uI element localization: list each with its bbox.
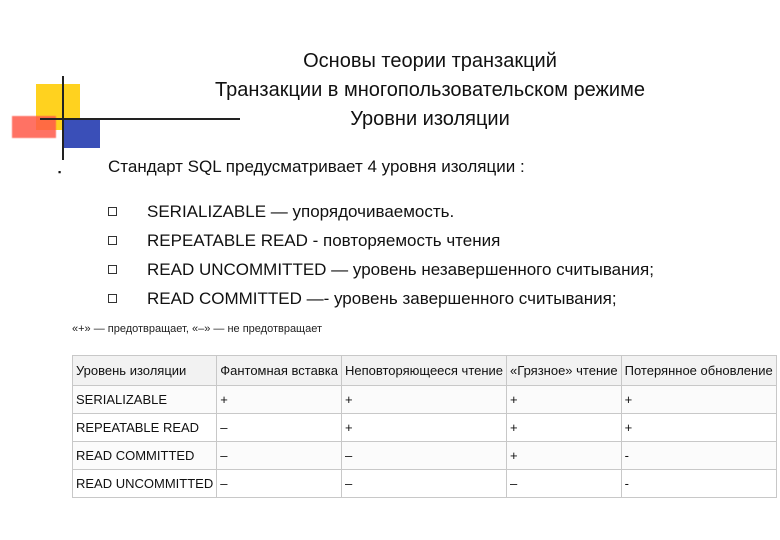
legend-note: «+» — предотвращает, «–» — не предотвращает [72,323,323,335]
table-cell: – [507,470,622,498]
table-cell: + [507,386,622,414]
column-header: Неповторяющееся чтение [341,356,506,386]
table-cell: – [341,470,506,498]
table-cell: – [341,442,506,470]
list-item-text: READ COMMITTED —- уровень завершенного считывания; [147,288,617,308]
isolation-table [72,355,777,498]
list-item [106,284,654,313]
list-item-text: REPEATABLE READ - повторяемость чтения [147,230,501,250]
list-item [106,197,654,226]
list-item [106,255,654,284]
title-line-2: Транзакции в многопользовательском режиме [215,79,645,101]
table-cell: – [217,414,342,442]
column-header: Уровень изоляции [73,356,217,386]
column-header: Фантомная вставка [217,356,342,386]
hollow-square-bullet-icon [108,265,117,274]
table-cell: SERIALIZABLE [73,386,217,414]
title-line-1: Основы теории транзакций [303,50,557,72]
hollow-square-bullet-icon [108,207,117,216]
table-row [73,442,777,470]
logo-blue-square [62,120,100,148]
table-cell: + [621,414,776,442]
list-item-text: SERIALIZABLE — упорядочиваемость. [147,201,455,221]
table-cell: REPEATABLE READ [73,414,217,442]
table-cell: READ UNCOMMITTED [73,470,217,498]
table-cell: + [507,414,622,442]
table-cell: - [621,442,776,470]
slide-title [150,47,710,134]
table-cell: + [621,386,776,414]
table-cell: + [217,386,342,414]
hollow-square-bullet-icon [108,236,117,245]
title-line-3: Уровни изоляции [350,108,510,130]
column-header: «Грязное» чтение [507,356,622,386]
table-cell: READ COMMITTED [73,442,217,470]
table-cell: + [341,386,506,414]
table-cell: – [217,442,342,470]
table-cell: – [217,470,342,498]
table-row [73,470,777,498]
table-cell: + [507,442,622,470]
hollow-square-bullet-icon [108,294,117,303]
column-header: Потерянное обновление [621,356,776,386]
table-cell: - [621,470,776,498]
isolation-levels-list [106,197,654,313]
lead-text: Стандарт SQL предусматривает 4 уровня изоляции : [108,157,525,176]
square-bullet-icon: ▪ [58,167,62,177]
table-row [73,386,777,414]
list-item [106,226,654,255]
table-row [73,414,777,442]
table-cell: + [341,414,506,442]
list-item-text: READ UNCOMMITTED — уровень незавершенного считывания; [147,259,654,279]
table-header-row [73,356,777,386]
